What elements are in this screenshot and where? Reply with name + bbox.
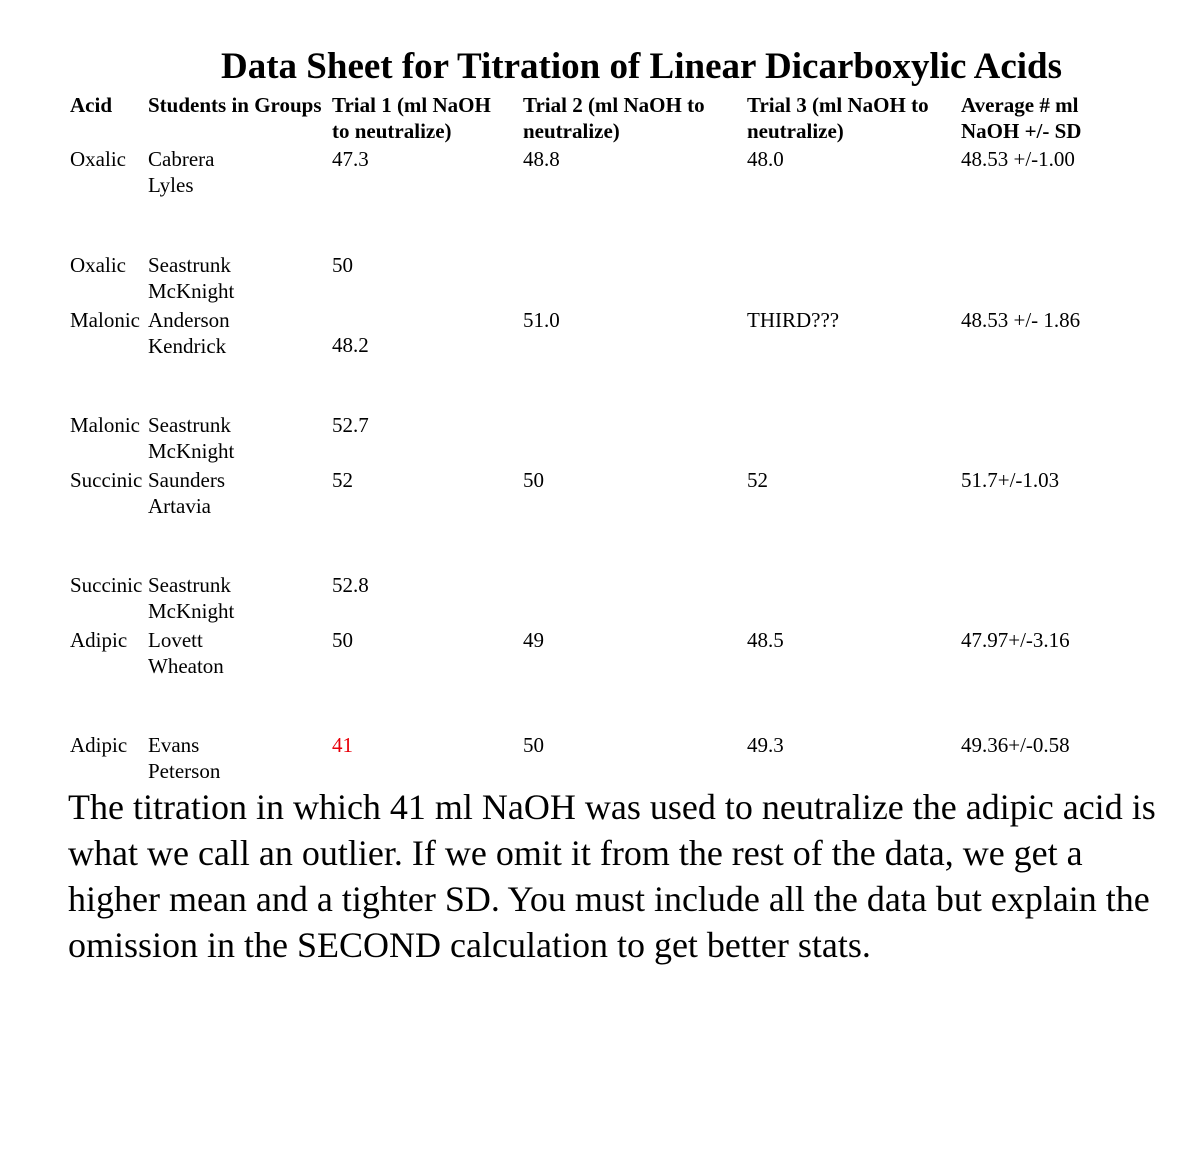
table-cell-acid: Succinic: [70, 468, 143, 492]
table-cell-average: 48.53 +/- 1.86: [961, 308, 1081, 332]
table-cell-students: Lovett Wheaton: [148, 628, 224, 678]
table-cell-average: 49.36+/-0.58: [961, 733, 1070, 757]
table-cell-trial-2: 50: [523, 733, 544, 757]
table-cell-acid: Oxalic: [70, 147, 126, 171]
table-cell-trial-2: 51.0: [523, 308, 560, 332]
table-cell-trial-2: 50: [523, 468, 544, 492]
table-cell-average: 47.97+/-3.16: [961, 628, 1070, 652]
header-trial-1: Trial 1 (ml NaOH to neutralize): [332, 93, 491, 143]
table-cell-acid: Adipic: [70, 628, 128, 652]
header-trial-3: Trial 3 (ml NaOH to neutralize): [747, 93, 929, 143]
table-cell-acid: Malonic: [70, 413, 140, 437]
table-cell-acid: Adipic: [70, 733, 128, 757]
table-cell-trial-1: 50: [332, 628, 353, 652]
table-cell-acid: Succinic: [70, 573, 143, 597]
table-cell-trial-2: 49: [523, 628, 544, 652]
table-cell-trial-3: 48.0: [747, 147, 784, 171]
header-students: Students in Groups: [148, 93, 322, 117]
note-line: The titration in which 41 ml NaOH was used to neutralize the adipic acid is: [68, 787, 1156, 827]
table-cell-students: Evans Peterson: [148, 733, 221, 783]
table-cell-students: Seastrunk McKnight: [148, 573, 235, 623]
table-cell-trial-3: 49.3: [747, 733, 784, 757]
note-line: what we call an outlier. If we omit it from the rest of the data, we get a: [68, 833, 1083, 873]
table-cell-trial-1: 47.3: [332, 147, 369, 171]
table-cell-trial-1: 52.8: [332, 573, 369, 597]
table-cell-trial-2: 48.8: [523, 147, 560, 171]
table-cell-acid: Oxalic: [70, 253, 126, 277]
table-cell-acid: Malonic: [70, 308, 140, 332]
table-cell-students: Seastrunk McKnight: [148, 413, 235, 463]
table-cell-trial-1: 52: [332, 468, 353, 492]
table-cell-trial-1: 52.7: [332, 413, 369, 437]
table-cell-trial-1: 50: [332, 253, 353, 277]
table-cell-average: 51.7+/-1.03: [961, 468, 1060, 492]
outlier-note: [68, 784, 1179, 968]
page-title: Data Sheet for Titration of Linear Dicarboxylic Acids: [221, 46, 1063, 87]
table-cell-students: Anderson Kendrick: [148, 308, 230, 358]
table-cell-trial-3: THIRD???: [747, 308, 840, 332]
header-average: Average # ml NaOH +/- SD: [961, 93, 1082, 143]
table-cell-trial-3: 48.5: [747, 628, 784, 652]
header-trial-2: Trial 2 (ml NaOH to neutralize): [523, 93, 705, 143]
note-line: higher mean and a tighter SD. You must include all the data but explain the: [68, 879, 1150, 919]
table-cell-students: Seastrunk McKnight: [148, 253, 235, 303]
table-cell-trial-3: 52: [747, 468, 768, 492]
note-line: omission in the SECOND calculation to get better stats.: [68, 925, 871, 965]
table-cell-average: 48.53 +/-1.00: [961, 147, 1075, 171]
table-cell-students: Saunders Artavia: [148, 468, 225, 518]
outlier-value: 41: [332, 733, 353, 757]
table-cell-students: Cabrera Lyles: [148, 147, 215, 197]
table-cell-trial-1: 48.2: [332, 333, 369, 357]
header-acid: Acid: [70, 93, 112, 117]
